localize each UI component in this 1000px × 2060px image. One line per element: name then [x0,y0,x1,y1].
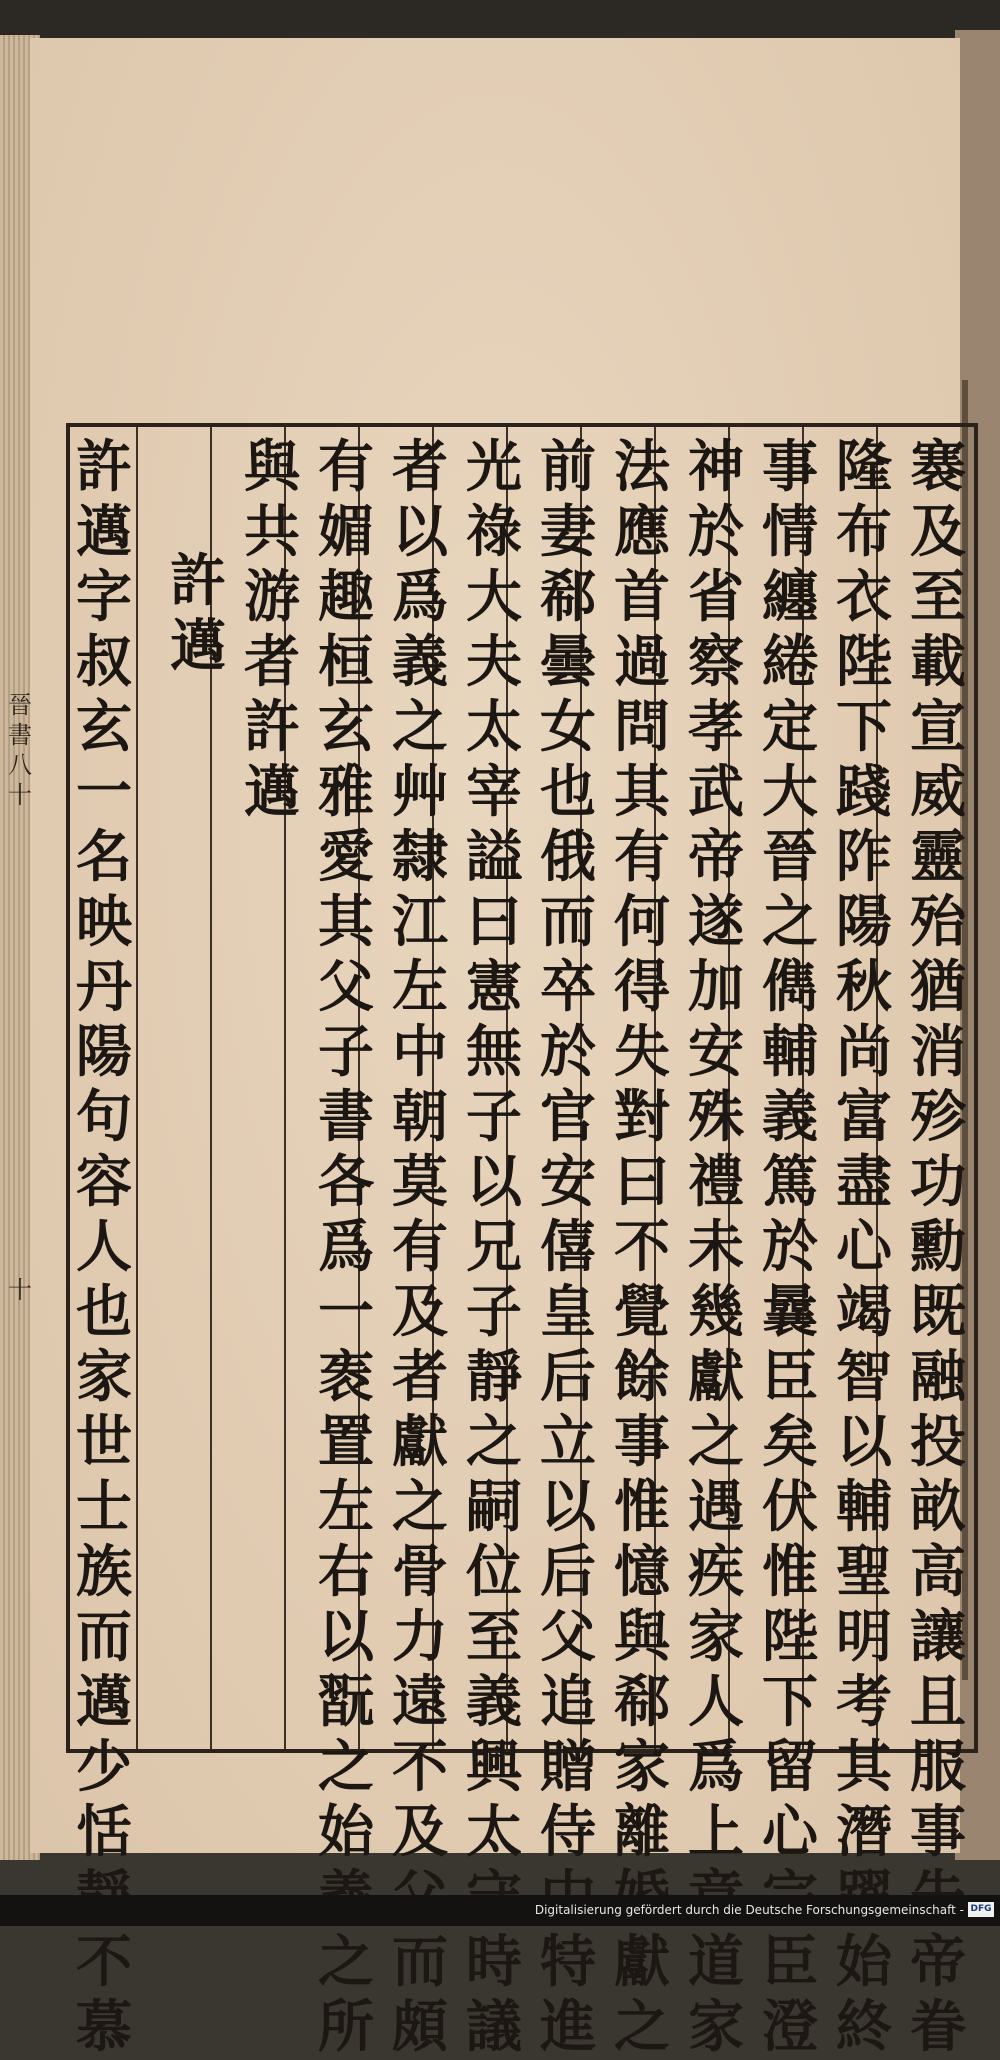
column-text: 前 妻 郗 曇 女 也 俄 而 卒 於 官 安 僖 皇 后 立 以 后 父 追 贈 侍 特 進 [540,434,596,2060]
column-text: 許 邁 字 叔 玄 一 名 映 丹 陽 句 容 人 也 家 世 士 族 而 邁 少 恬 不 慕 [76,434,132,2060]
text-column-8 [386,435,454,2060]
footer-credit: Digitalisierung gefördert durch die Deutsche Forschungsgemeinschaft - [534,1903,964,1917]
column-text: 光 祿 大 夫 太 宰 謚 曰 憲 無 子 以 兄 子 靜 之 嗣 位 至 義 興 太 時 議 [466,434,522,2060]
column-text: 神 於 省 察 孝 武 帝 遂 加 安 殊 禮 未 幾 獻 之 遇 疾 家 人 爲 上 道 家 [688,434,744,2060]
column-text: 者 以 爲 義 之 艸 隸 江 左 中 朝 莫 有 及 者 獻 之 骨 力 遠 不 及 而 頗 [392,434,448,2060]
text-column-5 [608,435,676,2060]
column-text: 許 邁 [170,548,226,679]
scan-top-edge [0,0,1000,40]
text-column-12 [70,435,138,2060]
footer-bar [0,1895,1000,1926]
spine-page-number: 十 [8,1276,32,1304]
text-column-9 [312,435,380,2060]
text-column-6 [534,435,602,2060]
text-column-10 [238,435,306,825]
column-text: 事 情 纏 綣 定 大 晉 之 儁 輔 義 篤 於 曩 臣 矣 伏 惟 陛 下 留 心 臣 澄 [762,434,818,2060]
column-text: 與 共 游 者 許 邁 [244,434,300,825]
dfg-logo: DFG [968,1902,994,1917]
spine-label: 晉 書 八 十 [8,691,32,809]
text-column-3 [756,435,824,2060]
text-column-2 [830,435,898,2060]
text-column-7 [460,435,528,2060]
text-column-1 [904,435,972,2060]
column-text: 法 應 首 過 問 其 有 何 得 失 對 曰 不 覺 餘 事 惟 憶 與 郗 家 離 獻 之 [614,434,670,2060]
column-text: 有 媚 趣 桓 玄 雅 愛 其 父 子 書 各 爲 一 袠 置 左 右 以 翫 之 始 之 所 [318,434,374,2060]
section-heading-column [164,549,232,679]
text-column-4 [682,435,750,2060]
column-text: 褰 及 至 載 宣 威 靈 殆 猶 消 殄 功 勳 既 融 投 畝 高 讓 且 服 事 帝 眷 [910,434,966,2060]
column-text: 隆 布 衣 陛 下 踐 阼 陽 秋 尚 富 盡 心 竭 智 以 輔 聖 明 考 其 潛 始 終 [836,434,892,2060]
